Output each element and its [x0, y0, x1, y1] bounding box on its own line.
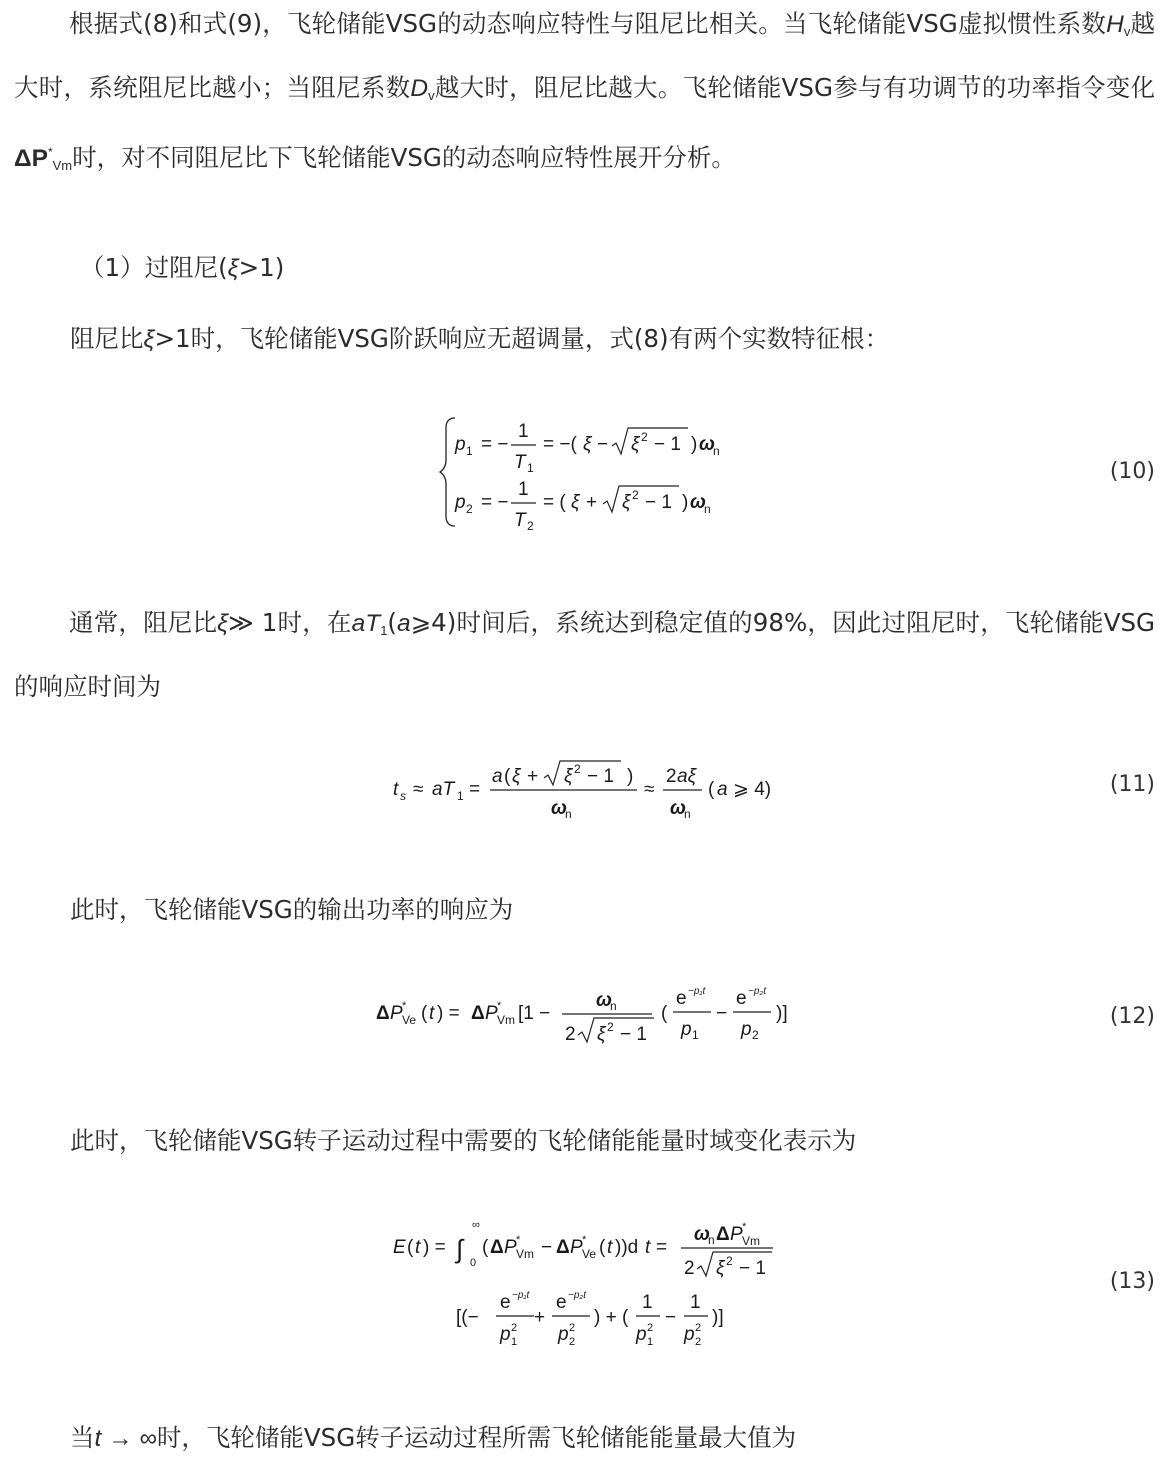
math-superscript: * — [47, 145, 53, 159]
eq-text: Δ — [490, 1237, 504, 1258]
paragraph-energy-domain — [70, 1124, 856, 1158]
sup-2: 2 — [607, 1020, 614, 1034]
eq-text: ω — [670, 798, 686, 819]
sup-exp: −p₂t — [748, 986, 766, 997]
eq-text: p — [741, 1019, 752, 1040]
eq-text: t — [645, 1237, 651, 1258]
equation-13 — [0, 1210, 1169, 1350]
paragraph-response-time — [14, 595, 1155, 715]
sup-exp: −p₁t — [512, 1290, 530, 1301]
sub-Ve: Ve — [582, 1247, 597, 1261]
eq-text: − 1 — [587, 766, 614, 787]
eq-text: 2 — [565, 1024, 576, 1045]
math-t-to-infinity: t → ∞ — [94, 1425, 157, 1452]
eq-text: = − — [481, 434, 509, 455]
math-symbol: ΔP — [14, 145, 48, 172]
section-heading-overdamped — [80, 251, 284, 286]
eq-text: e — [736, 988, 747, 1009]
text-segment: 时，飞轮储能VSG转子运动过程所需飞轮储能能量最大值为 — [156, 1423, 797, 1452]
eq-text: + — [586, 492, 598, 513]
eq-text: P — [570, 1237, 583, 1258]
eq-text: ( — [482, 1237, 489, 1258]
eq-text: ω — [551, 798, 567, 819]
eq-text: = ( — [543, 492, 566, 513]
sub-0: 0 — [470, 1257, 477, 1269]
eq-text: Δ — [556, 1237, 570, 1258]
eq-text: t — [393, 779, 399, 800]
eq-text: ω — [690, 492, 706, 513]
paragraph-max-energy — [70, 1421, 796, 1456]
sup-2: 2 — [574, 762, 581, 776]
math-D-v — [410, 75, 434, 102]
eq-text: ( — [708, 779, 715, 800]
eq-text: ) — [691, 434, 698, 455]
eq-text: ) = — [423, 1237, 446, 1258]
eq-text: t — [607, 1237, 613, 1258]
eq-text: ξ — [622, 492, 631, 513]
eq-text: − 1 — [620, 1024, 647, 1045]
eq-text: 1 — [642, 1292, 653, 1313]
text-segment: 当 — [70, 1423, 95, 1452]
eq-text: P — [730, 1224, 743, 1245]
eq-text: 1 — [518, 421, 529, 442]
equation-12 — [0, 982, 1169, 1052]
text-segment: 根据式(8)和式(9)，飞轮储能VSG的动态响应特性与阻尼比相关。当飞轮储能VSG虚拟惯性系数 — [69, 9, 1107, 38]
eq-text: ( — [599, 1237, 606, 1258]
math-delta-p-vm — [14, 145, 72, 172]
text-segment: 此时，飞轮储能VSG转子运动过程中需要的飞轮储能能量时域变化表示为 — [70, 1126, 857, 1155]
eq-text: p — [558, 1324, 569, 1345]
math-aT1 — [352, 610, 388, 637]
eq-text: ξ — [571, 492, 580, 513]
sub-Ve: Ve — [402, 1013, 417, 1027]
equation-number-13: (13) — [1109, 1269, 1155, 1294]
math-subscript: Vm — [52, 158, 73, 173]
eq-text: − — [716, 1003, 728, 1024]
eq-text: p — [681, 1019, 692, 1040]
sup-2: 2 — [647, 1322, 654, 1334]
sub-2: 2 — [752, 1028, 759, 1042]
eq-text: ≈ — [413, 779, 424, 800]
eq-text: E — [393, 1237, 406, 1258]
text-segment: >1时，飞轮储能VSG阶跃响应无超调量，式(8)有两个实数特征根： — [154, 324, 890, 353]
math-H-v — [1106, 11, 1130, 38]
sup-2: 2 — [632, 488, 639, 502]
sub-n: n — [708, 1233, 715, 1247]
eq-text: P — [504, 1237, 517, 1258]
eq-text: ω — [694, 1224, 710, 1245]
eq-text: ) — [627, 766, 634, 787]
eq-text: = — [656, 1237, 668, 1258]
eq-text: aT — [432, 779, 455, 800]
eq-text: e — [500, 1292, 511, 1313]
eq-text: ) — [682, 492, 689, 513]
eq-text: Δ — [376, 1003, 390, 1024]
text-segment: （1）过阻尼( — [80, 253, 228, 282]
eq-text: e — [556, 1292, 567, 1313]
eq-text: ξ — [631, 434, 640, 455]
math-symbol: H — [1106, 11, 1124, 38]
eq-text: − — [665, 1307, 677, 1328]
sub-2: 2 — [569, 1336, 576, 1348]
eq-text: p — [636, 1324, 647, 1345]
sub-n: n — [713, 444, 720, 458]
sub-s: s — [400, 789, 406, 803]
text-segment: >1) — [238, 253, 285, 282]
eq-text: Δ — [716, 1224, 730, 1245]
math-symbol: a — [351, 610, 366, 637]
math-a: a — [396, 610, 411, 637]
eq-text: + — [534, 1307, 546, 1328]
eq-text: − — [541, 1237, 553, 1258]
sub-n: n — [565, 807, 572, 821]
eq-text: ω — [596, 990, 612, 1011]
sup-2: 2 — [641, 430, 648, 444]
eq-text: 2 — [684, 1258, 695, 1279]
eq-text: − 1 — [739, 1258, 766, 1279]
eq-text: ξ — [716, 1258, 725, 1279]
eq-text: )] — [776, 1003, 788, 1024]
sup-star: * — [742, 1221, 747, 1233]
eq-text: ⩾ 4) — [733, 779, 772, 800]
equation-10 — [0, 410, 1169, 535]
math-symbol: T — [365, 610, 381, 637]
sub-2: 2 — [466, 502, 473, 516]
equation-number-10: (10) — [1109, 459, 1155, 484]
eq-text: − 1 — [654, 434, 681, 455]
eq-text: ( — [504, 766, 511, 787]
eq-text: T — [514, 510, 526, 531]
eq-text: p — [500, 1324, 511, 1345]
text-segment: 越大时，阻尼比越大。飞轮储能VSG参与有功调节的功率指令变化 — [434, 73, 1156, 102]
sub-Vm: Vm — [516, 1247, 534, 1261]
eq-text: e — [676, 988, 687, 1009]
sup-star: * — [497, 1000, 502, 1012]
eq-text: ξ — [564, 766, 573, 787]
math-symbol: D — [410, 75, 429, 102]
eq-text: ) + ( — [594, 1307, 629, 1328]
eq-text: = − — [481, 492, 509, 513]
eq-text: )] — [712, 1307, 724, 1328]
equation-11 — [0, 755, 1169, 825]
integral: ∫ — [456, 1234, 464, 1264]
sub-1: 1 — [457, 789, 464, 803]
math-xi: ξ — [217, 610, 229, 637]
eq-text: [1 − — [518, 1003, 551, 1024]
sup-star: * — [516, 1234, 521, 1246]
math-subscript: 1 — [380, 623, 388, 638]
sup-2: 2 — [695, 1322, 702, 1334]
p1-term: p — [455, 434, 466, 455]
eq-text: ))d — [615, 1237, 639, 1258]
sup-exp: −p₂t — [568, 1290, 586, 1301]
paragraph-char-roots — [70, 322, 889, 357]
sup-2: 2 — [726, 1254, 733, 1268]
sub-n: n — [704, 502, 711, 516]
text-segment: ⩾4)时间后，系统达到稳定值的98%，因此过阻尼时，飞轮储能VSG的响应时间为 — [14, 608, 1155, 701]
sup-star: * — [582, 1234, 587, 1246]
eq-text: aξ — [677, 766, 697, 787]
sub-1: 1 — [466, 444, 473, 458]
math-xi: ξ — [143, 326, 155, 353]
sub-1: 1 — [527, 461, 534, 475]
sub-1: 1 — [692, 1028, 699, 1042]
eq-text: ξ — [512, 766, 521, 787]
eq-text: = −( — [543, 434, 577, 455]
eq-text: ( — [661, 1003, 668, 1024]
eq-text: T — [514, 452, 526, 473]
eq-text: a — [717, 779, 728, 800]
eq-text: ( — [407, 1237, 414, 1258]
text-segment: 此时，飞轮储能VSG的输出功率的响应为 — [70, 895, 514, 924]
eq-text: − — [597, 434, 609, 455]
eq-text: t — [429, 1003, 435, 1024]
eq-text: Δ — [471, 1003, 485, 1024]
text-segment: 越大时，系统阻尼比越小；当阻尼系数 — [14, 9, 1156, 102]
math-subscript: v — [428, 88, 435, 103]
sub-Vm: Vm — [497, 1013, 515, 1027]
sub-n: n — [610, 999, 617, 1013]
sup-2: 2 — [511, 1322, 518, 1334]
intro-paragraph — [14, 0, 1155, 194]
sup-2: 2 — [569, 1322, 576, 1334]
sup-inf: ∞ — [472, 1219, 480, 1231]
eq-text: P — [390, 1003, 403, 1024]
text-segment: ≫ 1时，在 — [228, 608, 352, 637]
eq-text: 1 — [690, 1292, 701, 1313]
text-segment: ( — [387, 608, 397, 637]
p2-term: p — [455, 492, 466, 513]
sub-Vm: Vm — [742, 1234, 760, 1248]
sub-n: n — [684, 807, 691, 821]
eq-text: 1 — [518, 479, 529, 500]
eq-text: = — [469, 779, 481, 800]
eq-text: ) = — [437, 1003, 460, 1024]
eq-text: − 1 — [645, 492, 672, 513]
sub-1: 1 — [511, 1336, 518, 1348]
eq-text: p — [684, 1324, 695, 1345]
text-segment: 时，对不同阻尼比下飞轮储能VSG的动态响应特性展开分析。 — [72, 143, 736, 172]
sub-2: 2 — [695, 1336, 702, 1348]
paragraph-output-power — [70, 893, 513, 927]
equation-number-11: (11) — [1109, 772, 1155, 797]
eq-text: t — [415, 1237, 421, 1258]
math-xi: ξ — [227, 255, 239, 282]
brace — [440, 418, 455, 526]
equation-number-12: (12) — [1109, 1004, 1155, 1029]
math-subscript: v — [1123, 24, 1131, 39]
eq-text: ξ — [583, 434, 592, 455]
eq-text: 2 — [666, 766, 677, 787]
eq-text: a — [492, 766, 503, 787]
sup-exp: −p₁t — [688, 986, 706, 997]
eq-text: [(− — [456, 1307, 479, 1328]
sub-2: 2 — [527, 519, 534, 533]
eq-text: ξ — [597, 1024, 606, 1045]
text-segment: 通常，阻尼比 — [69, 608, 218, 637]
text-segment: 阻尼比 — [70, 324, 144, 353]
sub-1: 1 — [647, 1336, 654, 1348]
eq-text: + — [527, 766, 539, 787]
eq-text: ≈ — [644, 779, 655, 800]
sup-star: * — [402, 1000, 407, 1012]
eq-text: ( — [421, 1003, 428, 1024]
eq-text: ω — [699, 434, 715, 455]
eq-text: P — [485, 1003, 498, 1024]
